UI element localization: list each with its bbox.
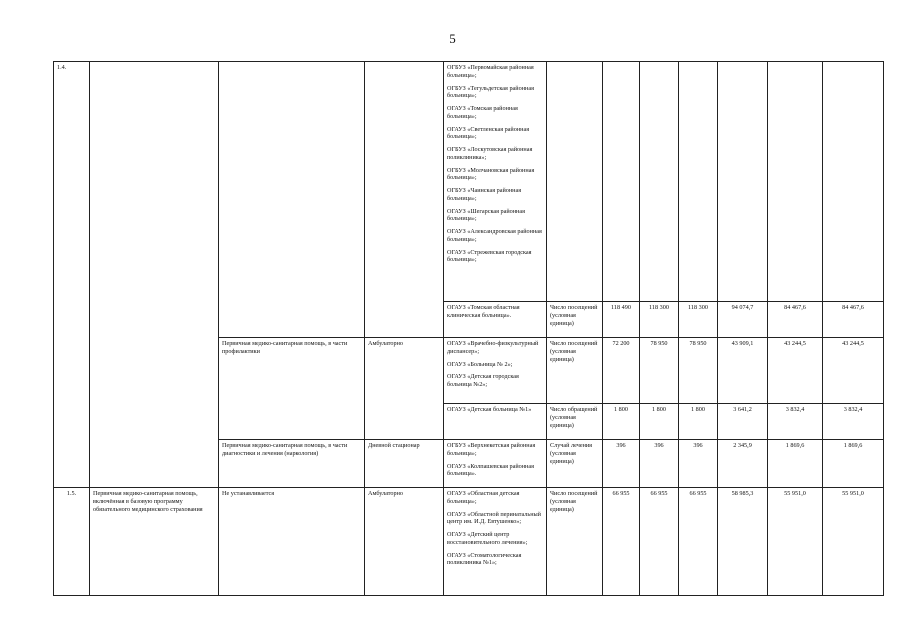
unit-cell xyxy=(547,62,603,302)
organization-name: ОГАУЗ «Шегарская районная больница»; xyxy=(447,207,525,223)
service-cell: Не устанавливается xyxy=(219,488,365,596)
organization-name: ОГАУЗ «Детская городская больница №2»; xyxy=(447,373,519,388)
value-cell: 118 300 xyxy=(640,302,679,338)
value-cell: 118 490 xyxy=(603,302,640,338)
organization-name: ОГАУЗ «Светленская районная больница»; xyxy=(447,125,530,141)
condition-cell xyxy=(365,62,444,338)
organization-name: ОГАУЗ «Стрежевская городская больница»; xyxy=(447,248,532,264)
organization-name: ОГАУЗ «Областная детская больница»; xyxy=(447,490,520,505)
row-number-cell: 1.5. xyxy=(54,488,90,596)
value-cell: 3 832,4 xyxy=(823,404,884,440)
service-cell xyxy=(219,62,365,338)
page-number: 5 xyxy=(449,31,456,46)
value-cell: 396 xyxy=(679,440,718,488)
unit-cell: Число посещений (условная единица) xyxy=(547,338,603,404)
value-cell xyxy=(640,62,679,302)
value-cell: 3 641,2 xyxy=(718,404,768,440)
value-cell: 2 345,9 xyxy=(718,440,768,488)
condition-cell: Амбулаторно xyxy=(365,488,444,596)
organization-name: ОГАУЗ «Томская районная больница»; xyxy=(447,105,518,120)
value-cell: 78 950 xyxy=(640,338,679,404)
value-cell xyxy=(603,62,640,302)
organization-name: ОГБУЗ «Тегульдетская районная больница»; xyxy=(447,84,534,100)
organization-name: ОГБУЗ «Чаинская районная больница»; xyxy=(447,187,522,202)
organizations-cell xyxy=(444,404,547,440)
organization-name: ОГАУЗ «Областной перинатальный центр им. И.Д. Евтушенко»; xyxy=(447,510,541,526)
organization-name: ОГАУЗ «Детский центр восстановительного лечения»; xyxy=(447,531,528,546)
row-number-cell: 1.4. xyxy=(54,62,90,488)
value-cell: 3 832,4 xyxy=(768,404,823,440)
table-row xyxy=(54,488,884,596)
value-cell: 396 xyxy=(603,440,640,488)
value-cell: 118 300 xyxy=(679,302,718,338)
table-row xyxy=(54,62,884,302)
value-cell: 396 xyxy=(640,440,679,488)
organization-name: ОГБУЗ «Молчановская районная больница»; xyxy=(447,166,535,182)
organizations-cell xyxy=(444,338,547,404)
value-cell: 55 951,0 xyxy=(768,488,823,596)
value-cell: 1 869,6 xyxy=(823,440,884,488)
value-cell: 43 909,1 xyxy=(718,338,768,404)
value-cell: 55 951,0 xyxy=(823,488,884,596)
service-cell: Первичная медико-санитарная помощь, в части диагностики и лечения (наркология) xyxy=(219,440,365,488)
organizations-cell xyxy=(444,302,547,338)
organization-name: ОГБУЗ «Верхнекетская районная больница»; xyxy=(447,442,536,457)
value-cell: 78 950 xyxy=(679,338,718,404)
value-cell: 1 800 xyxy=(640,404,679,440)
value-cell xyxy=(823,62,884,302)
organization-name: ОГБУЗ «Лоскутовская районная поликлиника»; xyxy=(447,146,533,161)
organization-name: ОГАУЗ «Колпашевская районная больница». xyxy=(447,462,534,478)
condition-cell: Амбулаторно xyxy=(365,338,444,440)
organization-name: ОГАУЗ «Больница № 2»; xyxy=(447,360,513,368)
value-cell: 43 244,5 xyxy=(768,338,823,404)
value-cell: 72 200 xyxy=(603,338,640,404)
organization-name: ОГАУЗ «Врачебно-физкультурный диспансер»; xyxy=(447,340,539,355)
unit-cell: Число посещений (условная единица) xyxy=(547,488,603,596)
value-cell: 84 467,6 xyxy=(823,302,884,338)
organizations-cell xyxy=(444,440,547,488)
value-cell: 1 800 xyxy=(679,404,718,440)
program-name-cell: Первичная медико-санитарная помощь, включённая в базовую программу обязательного медицинского страхования xyxy=(90,488,219,596)
unit-cell: Число обращений (условная единица) xyxy=(547,404,603,440)
condition-cell: Дневной стационар xyxy=(365,440,444,488)
value-cell: 43 244,5 xyxy=(823,338,884,404)
value-cell: 58 985,3 xyxy=(718,488,768,596)
value-cell: 66 955 xyxy=(679,488,718,596)
value-cell: 84 467,6 xyxy=(768,302,823,338)
organization-name: ОГБУЗ «Первомайская районная больница»; xyxy=(447,64,534,79)
organization-name: ОГАУЗ «Александровская районная больница»; xyxy=(447,228,542,243)
service-cell: Первичная медико-санитарная помощь, в части профилактики xyxy=(219,338,365,440)
value-cell: 66 955 xyxy=(603,488,640,596)
organization-name: ОГАУЗ «Детская больница №1» xyxy=(447,406,532,413)
organization-name: ОГАУЗ «Томская областная клиническая больница». xyxy=(447,304,520,319)
organizations-cell xyxy=(444,488,547,596)
program-name-cell xyxy=(90,62,219,488)
value-cell: 1 800 xyxy=(603,404,640,440)
value-cell xyxy=(679,62,718,302)
unit-cell: Случай лечения (условная единица) xyxy=(547,440,603,488)
value-cell: 94 074,7 xyxy=(718,302,768,338)
organizations-cell xyxy=(444,62,547,302)
value-cell xyxy=(768,62,823,302)
value-cell: 66 955 xyxy=(640,488,679,596)
unit-cell: Число посещений (условная единица) xyxy=(547,302,603,338)
value-cell xyxy=(718,62,768,302)
value-cell: 1 869,6 xyxy=(768,440,823,488)
services-table xyxy=(53,61,884,596)
organization-name: ОГАУЗ «Стоматологическая поликлиника №1»; xyxy=(447,551,522,567)
